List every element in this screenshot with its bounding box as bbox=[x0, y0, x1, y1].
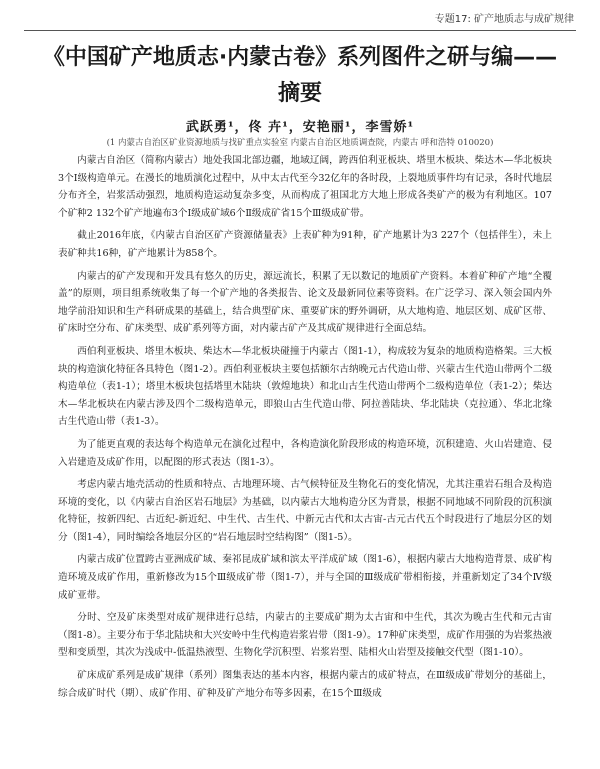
paragraph: 内蒙古自治区（简称内蒙古）地处我国北部边疆，地域辽阔，跨西伯利亚板块、塔里木板块、柴达木—华北板块3个Ⅰ级构造单元。在漫长的地质演化过程中，从中太古代至今32亿年的各时段，上裂地质事件均有记录，各时代地层分布齐全，岩浆活动强烈，地质构造运动复杂多变，从而构成了祖国北方大地上形成各类矿产的极为有利地区。107个矿种2 132个矿产地遍布3个Ⅰ级成矿域6个Ⅱ级成矿省15个Ⅲ级成矿带。 bbox=[58, 155, 552, 219]
paragraph: 截止2016年底，《内蒙古自治区矿产资源储量表》上表矿种为91种，矿产地累计为3 227个（包括伴生），未上表矿种共16种，矿产地累计为858个。 bbox=[58, 230, 552, 259]
paragraph: 矿床成矿系列是成矿规律（系列）图集表达的基本内容，根据内蒙古的成矿特点，在Ⅲ级成矿带划分的基础上，综合成矿时代（期）、成矿作用、矿种及矿产地分布等多因素，在15个Ⅲ级成 bbox=[58, 670, 552, 699]
paragraph: 考虑内蒙古地壳活动的性质和特点、古地理环境、古气候特征及生物化石的变化情况，尤其注重岩石组合及构造环境的变化，以《内蒙古自治区岩石地层》为基础，以内蒙古大地构造分区为背景，根据不同地域不同阶段的沉积演化特征，按新四纪、古近纪-新近纪、中生代、古生代、中新元古代和太古宙-古元古代五个时段进行了地层分区的划分（图1-4），同时编绘各地层分区的“岩石地层时空结构图”（图1-5）。 bbox=[58, 479, 552, 543]
running-head: 专题17: 矿产地质志与成矿规律 bbox=[434, 14, 574, 25]
affiliation: (1 内蒙古自治区矿业资源地质与找矿重点实验室 内蒙古自治区地质调查院，内蒙古 呼和浩特 010020) bbox=[106, 138, 494, 148]
paragraph: 为了能更直观的表达每个构造单元在演化过程中，各构造演化阶段形成的构造环境，沉积建造、火山岩建造、侵入岩建造及成矿作用，以配图的形式表达（图1-3）。 bbox=[58, 438, 552, 468]
author-list: 武跃勇¹，佟 卉¹，安艳丽¹，李雪娇¹ bbox=[185, 120, 415, 135]
paragraph: 内蒙古的矿产发现和开发具有悠久的历史，源远流长，积累了无以数记的地质矿产资料。本着矿种矿产地“全覆盖”的原则，项目组系统收集了每一个矿产地的各类报告、论文及最新同位素等资料。在广泛学习、深入领会国内外地学前沿知识和生产科研成果的基础上，结合典型矿床、重要矿床的野外调研，从大地构造、地层区划、成矿区带、矿床时空分布、矿床类型、成矿系列等方面，对内蒙古矿产及其成矿规律进行全面总结。 bbox=[58, 270, 552, 335]
article-title: 《中国矿产地质志·内蒙古卷》系列图件之研与编——摘要 bbox=[42, 45, 558, 106]
paragraph: 分时、空及矿床类型对成矿规律进行总结，内蒙古的主要成矿期为太古宙和中生代，其次为晚古生代和元古宙（图1-8）。主要分布于华北陆块和大兴安岭中生代构造岩浆岩带（图1-9）。17种矿床类型，成矿作用强的为岩浆热液型和变质型，其次为浅成中-低温热液型、生物化学沉积型、岩浆岩型、陆相火山岩型及接触交代型（图1-10）。 bbox=[58, 612, 553, 659]
header-rule bbox=[24, 30, 576, 31]
paragraph: 内蒙古成矿位置跨古亚洲成矿域、秦祁昆成矿域和滨太平洋成矿域（图1-6），根据内蒙古大地构造背景、成矿构造环境及成矿作用，重新修改为15个Ⅲ级成矿带（图1-7），并与全国的Ⅲ级成矿带相衔接，并重新划定了34个Ⅳ级成矿亚带。 bbox=[58, 554, 552, 601]
paragraph: 西伯利亚板块、塔里木板块、柴达木—华北板块碰撞于内蒙古（图1-1），构成较为复杂的地质构造格架。三大板块的构造演化特征各具特色（图1-2）。西伯利亚板块主要包括额尔古纳晚元古代造山带、兴蒙古生代造山带两个二级构造单位（表1-1）；塔里木板块包括塔里木陆块（敦煌地块）和北山古生代造山带两个二级构造单位（表1-2）；柴达木—华北板块在内蒙古涉及四个二级构造单元，即狼山古生代造山带、阿拉善陆块、华北陆块（克拉通）、华北北缘古生代造山带（表1-3）。 bbox=[58, 345, 552, 428]
article-body bbox=[58, 152, 552, 707]
